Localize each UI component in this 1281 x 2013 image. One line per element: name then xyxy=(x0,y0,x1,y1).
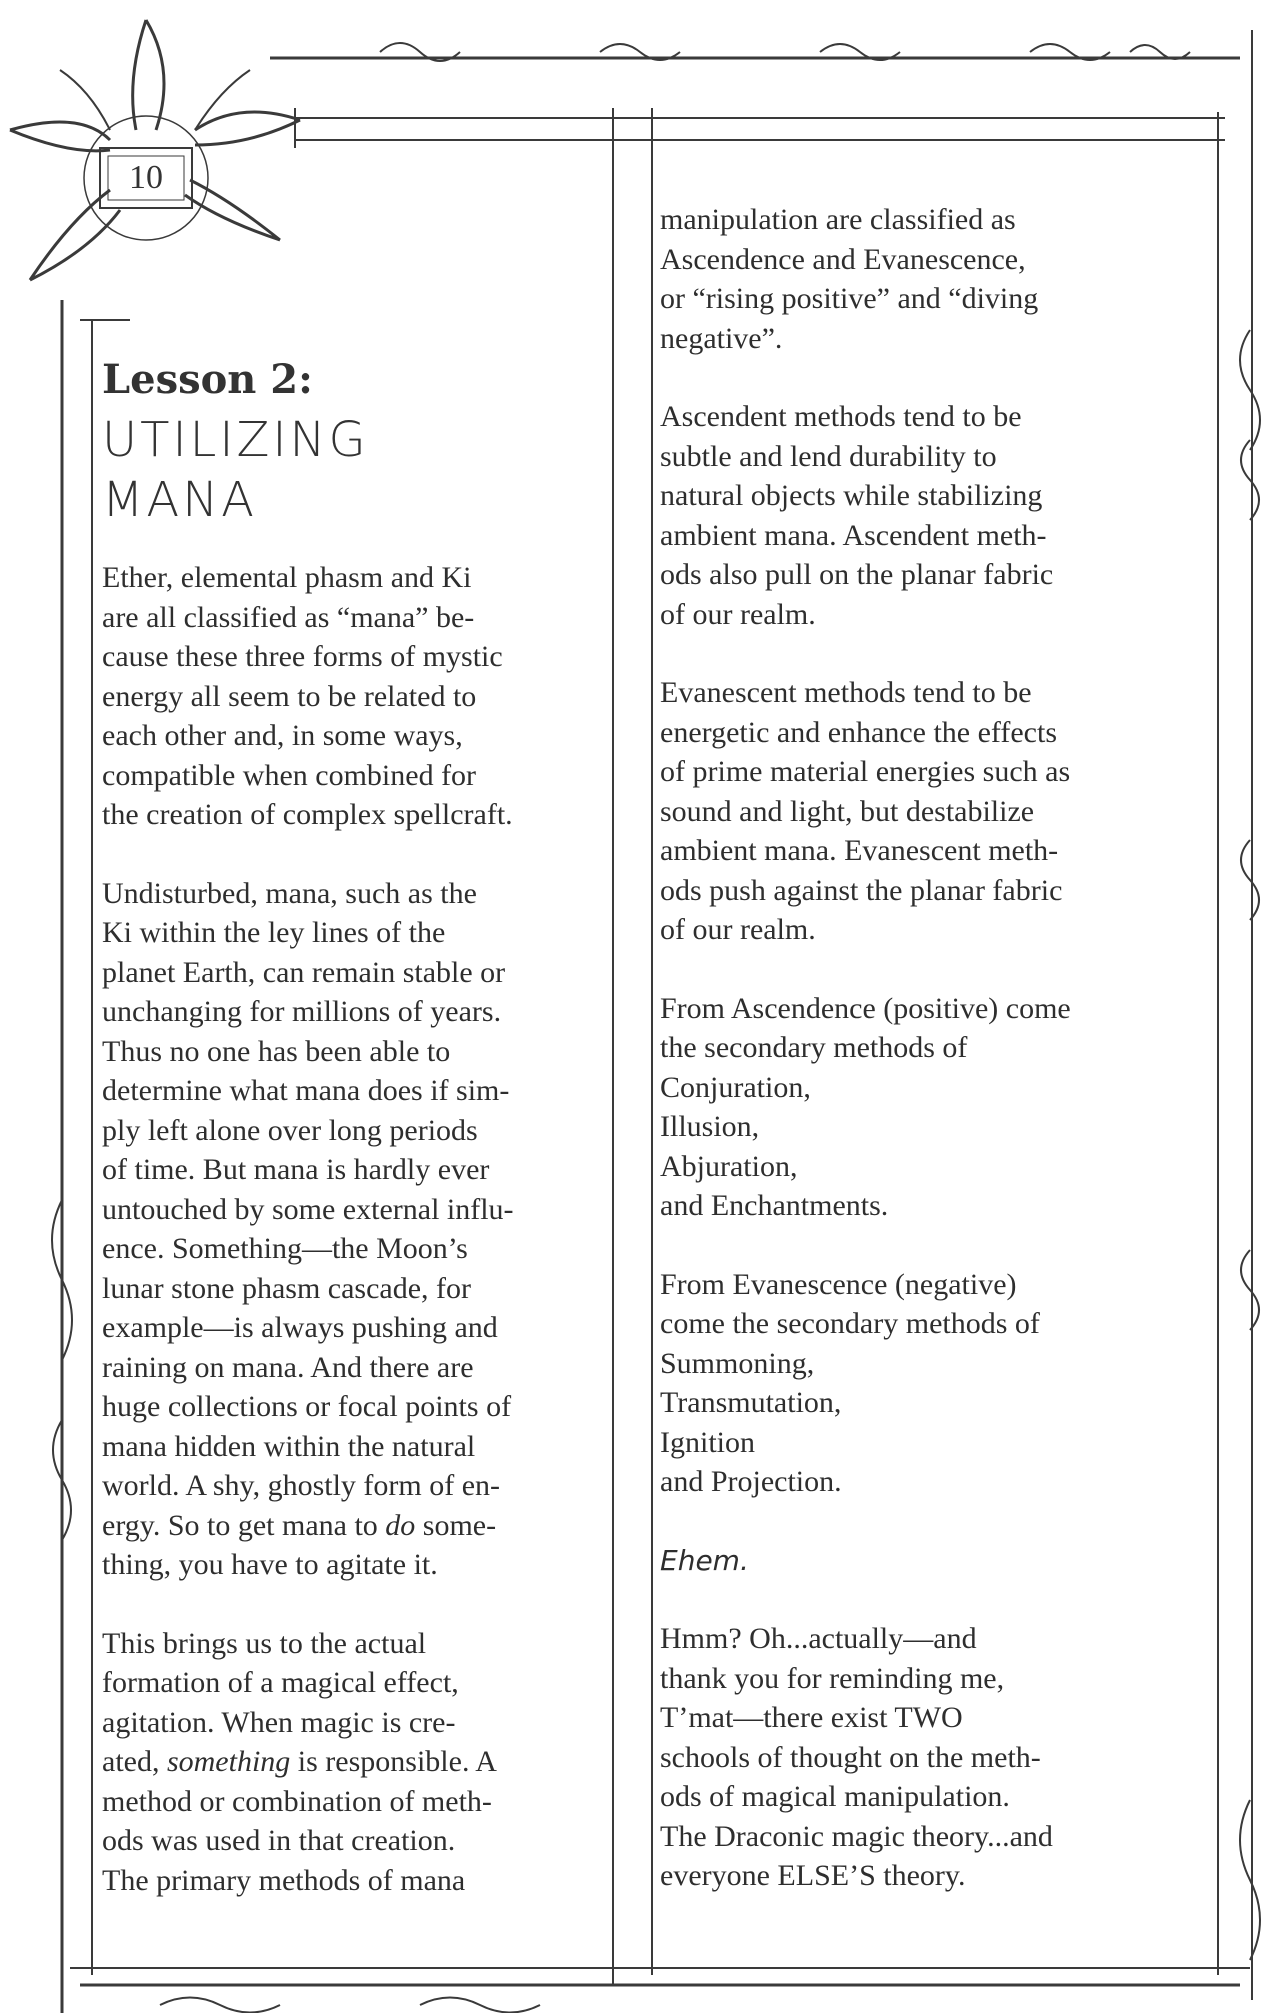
left-column xyxy=(102,356,602,1939)
paragraph-two-schools: Hmm? Oh...actually—and thank you for reminding me, T’mat—there exist TWO schools of thought on the meth- ods of magical manipulation. The Draconic magic theory...and everyone ELSE’S theory. xyxy=(660,1622,1053,1892)
lesson-label: Lesson 2: xyxy=(102,356,313,403)
paragraph-evanescent-methods: Evanescent methods tend to be energetic and enhance the effects of prime material energies such as sound and light, but destabilize ambient mana. Evanescent meth- ods push against the planar fabric of our realm. xyxy=(660,676,1071,946)
text-segment: Undisturbed, mana, such as the Ki within the ley lines of the planet Earth, can remain stable or unchanging for millions of years. Thus no one has been able to determine what mana does if sim- ply left alone over long periods of time. But mana is hardly ever untouched by some external influ- ence. Something—the Moon’s lunar stone phasm cascade, for example—is always pushing and raining on mana. And there are huge collections or focal points of mana hidden within the natural world. A shy, ghostly form of en- ergy. So to get mana to xyxy=(102,876,514,1542)
list-evanescence-methods: From Evanescence (negative) come the secondary methods of Summoning, Transmutation, Ignition and Projection. xyxy=(660,1267,1040,1498)
right-column xyxy=(660,200,1160,1935)
paragraph-ascendent-methods: Ascendent methods tend to be subtle and lend durability to natural objects while stabilizing ambient mana. Ascendent meth- ods also pull on the planar fabric of our realm. xyxy=(660,400,1054,631)
text-segment: This brings us to the actual formation of a magical effect, agitation. When magic is cre- ated, xyxy=(102,1626,459,1778)
list-ascendence-methods: From Ascendence (positive) come the secondary methods of Conjuration, Illusion, Abjuration, and Enchantments. xyxy=(660,991,1071,1222)
paragraph-mana-definition: Ether, elemental phasm and Ki are all classified as “mana” be- cause these three forms of mystic energy all seem to be related to each other and, in some ways, compatible when combined for the creation of complex spellcraft. xyxy=(102,561,513,831)
emphasis-text: something xyxy=(166,1745,291,1778)
page-number: 10 xyxy=(129,159,163,196)
lesson-title-line1: UTILIZING xyxy=(102,412,369,468)
text-segment: is responsible. A method or combination of meth- ods was used in that creation. The primary methods of mana xyxy=(102,1745,497,1897)
paragraph-undisturbed-mana xyxy=(102,874,602,1585)
paragraph-manipulation-classes: manipulation are classified as Ascendence and Evanescence, or “rising positive” and “diving negative”. xyxy=(660,203,1039,355)
emphasis-text: do xyxy=(385,1508,416,1542)
aside-ehem: Ehem. xyxy=(660,1543,749,1577)
paragraph-agitation xyxy=(102,1624,602,1901)
lesson-title xyxy=(102,410,602,530)
lesson-title-line2: MANA xyxy=(102,472,257,528)
text-segment: some- thing, you have to agitate it. xyxy=(102,1508,497,1581)
